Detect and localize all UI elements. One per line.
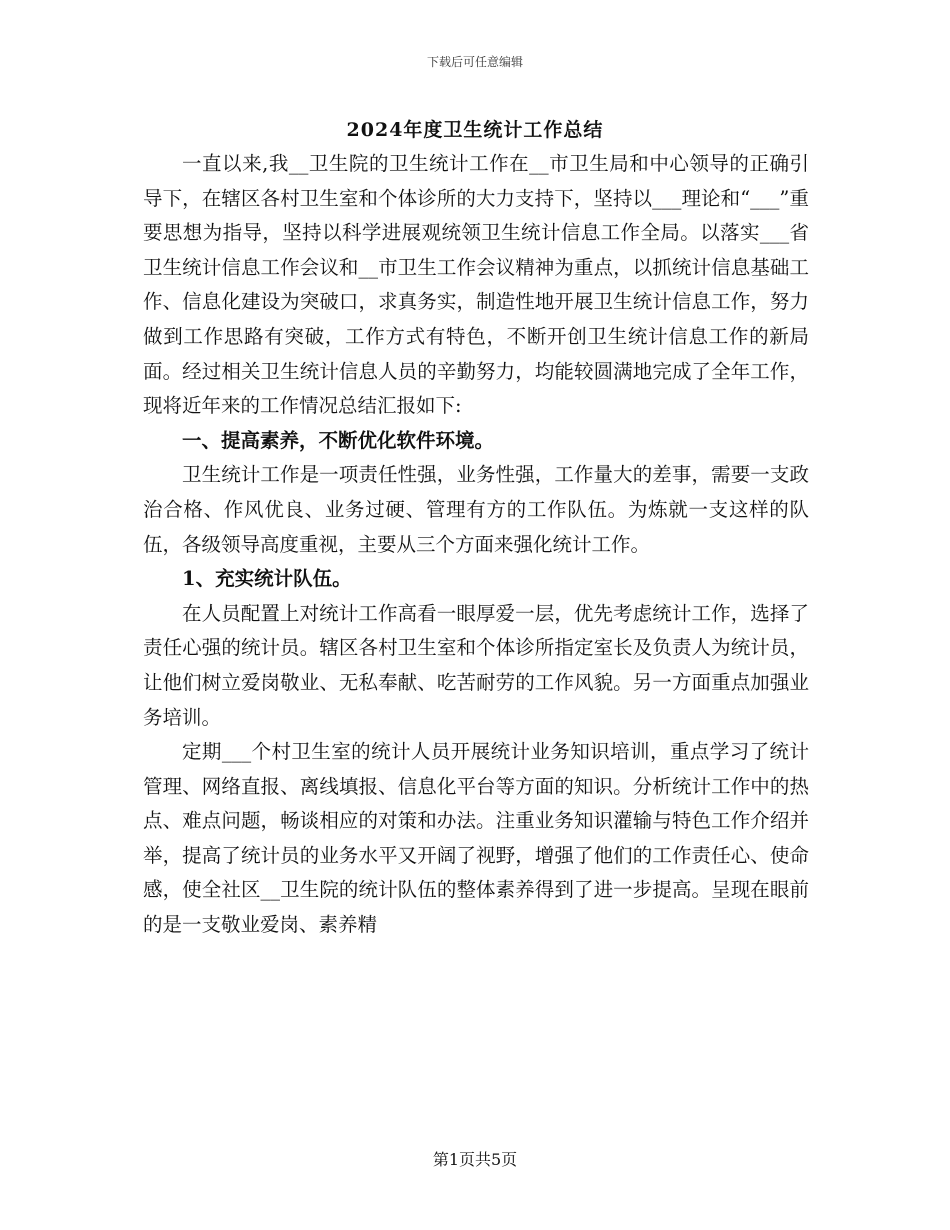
paragraph-training: 定期___个村卫生室的统计人员开展统计业务知识培训，重点学习了统计管理、网络直报、离线填报、信息化平台等方面的知识。分析统计工作中的热点、难点问题，畅谈相应的对策和办法。注重业务知识灌输与特色工作介绍并举，提高了统计员的业务水平又开阔了视野，增强了他们的工作责任心、使命感，使全社区__卫生院的统计队伍的整体素养得到了进一步提高。呈现在眼前的是一支敬业爱岗、素养精 <box>143 740 809 937</box>
document-body <box>143 147 809 943</box>
paragraph-section-1: 卫生统计工作是一项责任性强，业务性强，工作量大的差事，需要一支政治合格、作风优良、业务过硬、管理有方的工作队伍。为炼就一支这样的队伍，各级领导高度重视，主要从三个方面来强化统计工作。 <box>143 463 809 556</box>
paragraph-intro: 一直以来,我__卫生院的卫生统计工作在__市卫生局和中心领导的正确引导下，在辖区各村卫生室和个体诊所的大力支持下，坚持以___理论和“___”重要思想为指导，坚持以科学进展观统领卫生统计信息工作全局。以落实___省卫生统计信息工作会议和__市卫生工作会议精神为重点，以抓统计信息基础工作、信息化建设为突破口，求真务实，制造性地开展卫生统计信息工作，努力做到工作思路有突破，工作方式有特色，不断开创卫生统计信息工作的新局面。经过相关卫生统计信息人员的辛勤努力，均能较圆满地完成了全年工作，现将近年来的工作情况总结汇报如下: <box>143 152 809 418</box>
section-heading-1: 一、提高素养，不断优化软件环境。 <box>182 428 495 452</box>
header-note: 下载后可任意编辑 <box>426 55 523 69</box>
document-title: 2024年度卫生统计工作总结 <box>346 119 604 141</box>
subsection-heading-1: 1、充实统计队伍。 <box>182 567 352 591</box>
page-number-footer: 第1页共5页 <box>432 1150 518 1169</box>
paragraph-staffing: 在人员配置上对统计工作高看一眼厚爱一层，优先考虑统计工作，选择了责任心强的统计员。辖区各村卫生室和个体诊所指定室长及负责人为统计员，让他们树立爱岗敬业、无私奉献、吃苦耐劳的工作风貌。另一方面重点加强业务培训。 <box>143 601 809 729</box>
